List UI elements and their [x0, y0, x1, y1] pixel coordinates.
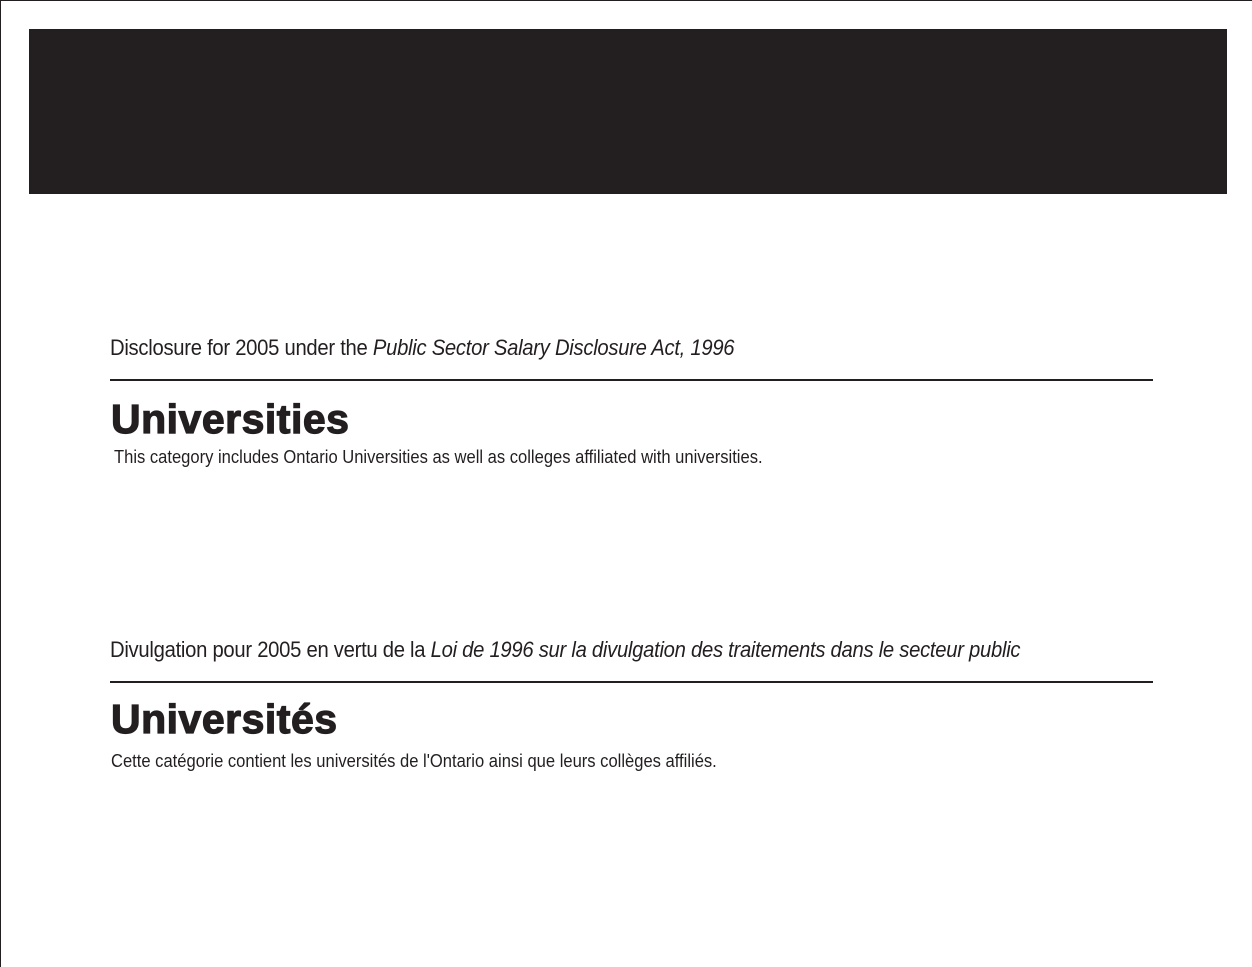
header-banner	[29, 29, 1227, 194]
english-disclosure-prefix: Disclosure for 2005 under the	[110, 335, 373, 360]
french-act-title: Loi de 1996 sur la divulgation des traitements dans le secteur public	[430, 637, 1021, 662]
english-divider	[110, 379, 1153, 381]
french-category-description: Cette catégorie contient les universités de l'Ontario ainsi que leurs collèges affiliés.	[111, 751, 717, 771]
english-section	[110, 333, 1153, 469]
french-section	[110, 635, 1153, 773]
french-disclosure-line	[110, 635, 1070, 665]
english-category-description: This category includes Ontario Universities as well as colleges affiliated with universities.	[114, 447, 763, 467]
french-disclosure-prefix: Divulgation pour 2005 en vertu de la	[110, 637, 431, 662]
french-category-heading: Universités	[111, 696, 338, 742]
french-divider	[110, 681, 1153, 683]
english-category-heading: Universities	[111, 396, 350, 442]
english-act-title: Public Sector Salary Disclosure Act, 1996	[372, 335, 735, 360]
english-disclosure-line	[110, 333, 1070, 363]
